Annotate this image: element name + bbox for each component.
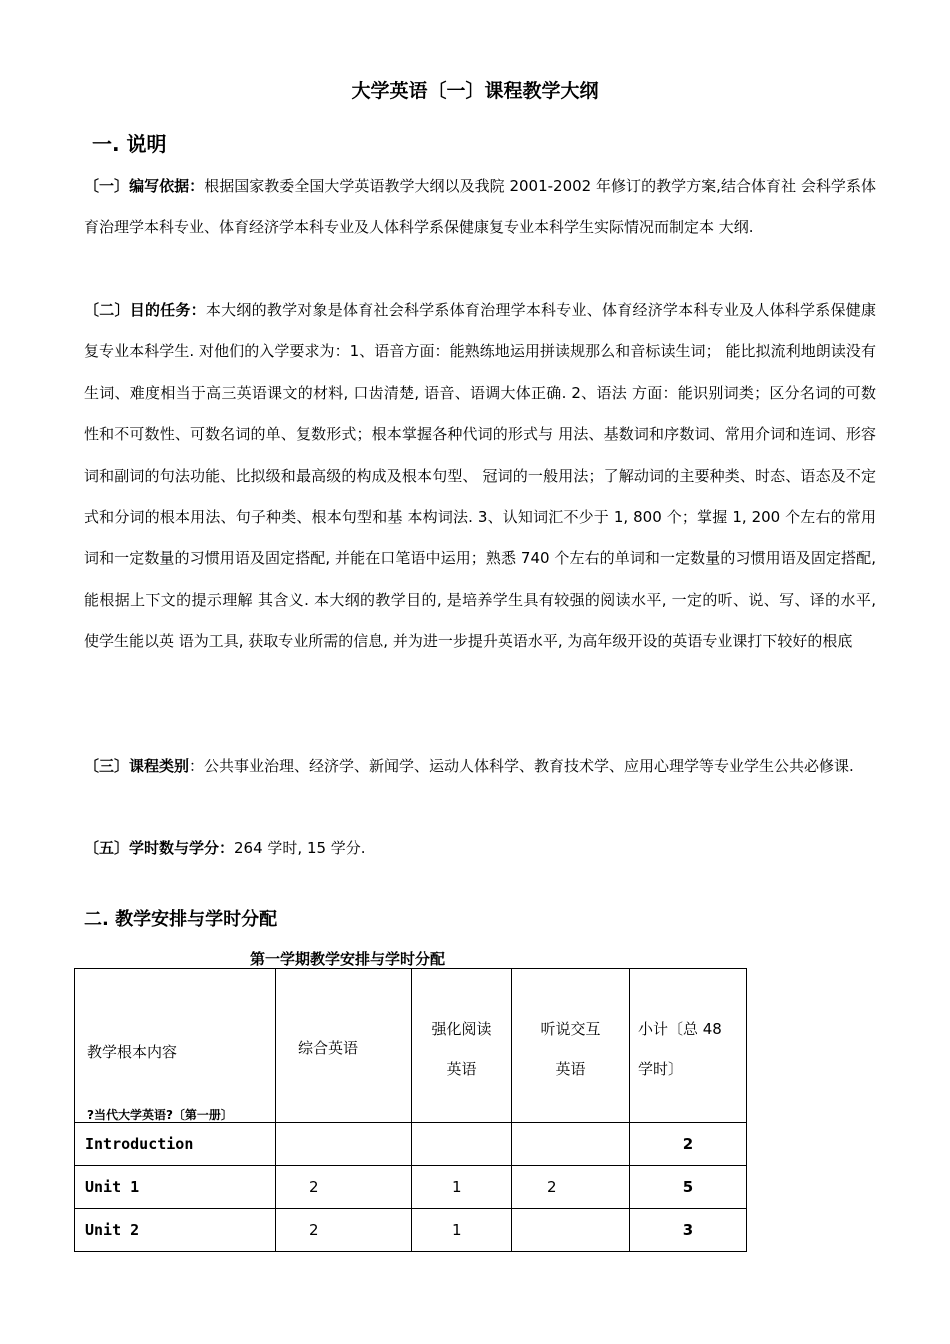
table-row bbox=[75, 1209, 747, 1252]
header-label: 教学根本内容 bbox=[87, 1043, 178, 1061]
section-heading-1: 一. 说明 bbox=[92, 132, 167, 156]
cell-subtotal: 5 bbox=[630, 1166, 747, 1209]
header-label: 英语 bbox=[555, 1060, 586, 1078]
cell-comprehensive: 2 bbox=[276, 1209, 412, 1252]
paragraph-text: 本大纲的教学对象是体育社会科学系体育治理学本科专业、体育经济学本科专业及人体科学系保健康复专业本科学生. 对他们的入学要求为：1、语音方面：能熟练地运用拼读规那么和音标读生词； 能比拟流利地朗读没有生词、难度相当于高三英语课文的材料, 口齿清楚, 语音、语调大体正确. 2、语法 方面：能识别词类；区分名词的可数性和不可数性、可数名词的单、复数形式；根本掌握各种代词的形式与 用法、基数词和序数词、常用介词和连词、形容词和副词的句法功能、比拟级和最高级的构成及根本句型、 冠词的一般用法；了解动词的主要种类、时态、语态及不定式和分词的根本用法、句子种类、根本句型和基 本构词法. 3、认知词汇不少于 1, 800 个；掌握 1, 200 个左右的常用词和一定数量的习惯用语及固定搭配, 并能在口笔语中运用；熟悉 740 个左右的单词和一定数量的习惯用语及固定搭配, 能根据上下文的提示理解 其含义. 本大纲的教学目的, 是培养学生具有较强的阅读水平, 一定的听、说、写、译的水平, 使学生能以英 语为工具, 获取专业所需的信息, 并为进一步提升英语水平, 为高年级开设的英语专业课打下较好的根底 bbox=[84, 301, 876, 651]
cell-listening bbox=[512, 1209, 630, 1252]
header-cell-listening bbox=[512, 969, 630, 1123]
cell-listening: 2 bbox=[512, 1166, 630, 1209]
paragraph-text: 264 学时, 15 学分. bbox=[234, 839, 366, 857]
table-row bbox=[75, 1166, 747, 1209]
cell-reading: 1 bbox=[412, 1209, 512, 1252]
document-title: 大学英语〔一〕课程教学大纲 bbox=[351, 80, 599, 102]
paragraph-category bbox=[84, 746, 876, 787]
table-caption: 第一学期教学安排与学时分配 bbox=[250, 950, 446, 968]
header-label: 综合英语 bbox=[298, 1039, 359, 1057]
header-label: 听说交互 bbox=[540, 1020, 601, 1038]
paragraph-text: 根据国家教委全国大学英语教学大纲以及我院 2001-2002 年修订的教学方案,结合体育社 会科学系体育治理学本科专业、体育经济学本科专业及人体科学系保健康复专业本科学生实际情况而制定本 大纲. bbox=[84, 177, 876, 237]
cell-reading bbox=[412, 1123, 512, 1166]
cell-subtotal: 2 bbox=[630, 1123, 747, 1166]
header-label: 英语 bbox=[446, 1060, 477, 1078]
schedule-table bbox=[74, 968, 747, 1252]
cell-unit: Unit 2 bbox=[75, 1209, 276, 1252]
table-header-row bbox=[75, 969, 747, 1123]
cell-reading: 1 bbox=[412, 1166, 512, 1209]
header-label: 小计〔总 48 bbox=[638, 1020, 722, 1038]
paragraph-objectives bbox=[84, 290, 876, 663]
paragraph-label: 〔三〕课程类别 bbox=[84, 757, 190, 775]
header-cell-content bbox=[75, 969, 276, 1123]
paragraph-label: 〔一〕编写依据： bbox=[84, 177, 205, 195]
header-label: 学时〕 bbox=[638, 1060, 684, 1078]
header-cell-reading bbox=[412, 969, 512, 1123]
cell-comprehensive bbox=[276, 1123, 412, 1166]
paragraph-text: ：公共事业治理、经济学、新闻学、运动人体科学、教育技术学、应用心理学等专业学生公共必修课. bbox=[189, 757, 854, 775]
cell-subtotal: 3 bbox=[630, 1209, 747, 1252]
table-row bbox=[75, 1123, 747, 1166]
cell-comprehensive: 2 bbox=[276, 1166, 412, 1209]
header-cell-subtotal bbox=[630, 969, 747, 1123]
cell-unit: Introduction bbox=[75, 1123, 276, 1166]
section-heading-2: 二. 教学安排与学时分配 bbox=[84, 909, 278, 930]
cell-unit: Unit 1 bbox=[75, 1166, 276, 1209]
paragraph-basis bbox=[84, 166, 876, 249]
textbook-label: ?当代大学英语?〔第一册〕 bbox=[87, 1108, 233, 1122]
paragraph-credits bbox=[84, 828, 876, 869]
header-label: 强化阅读 bbox=[431, 1020, 492, 1038]
paragraph-label: 〔五〕学时数与学分： bbox=[84, 839, 235, 857]
header-cell-comprehensive bbox=[276, 969, 412, 1123]
cell-listening bbox=[512, 1123, 630, 1166]
paragraph-label: 〔二〕目的任务： bbox=[84, 301, 206, 319]
